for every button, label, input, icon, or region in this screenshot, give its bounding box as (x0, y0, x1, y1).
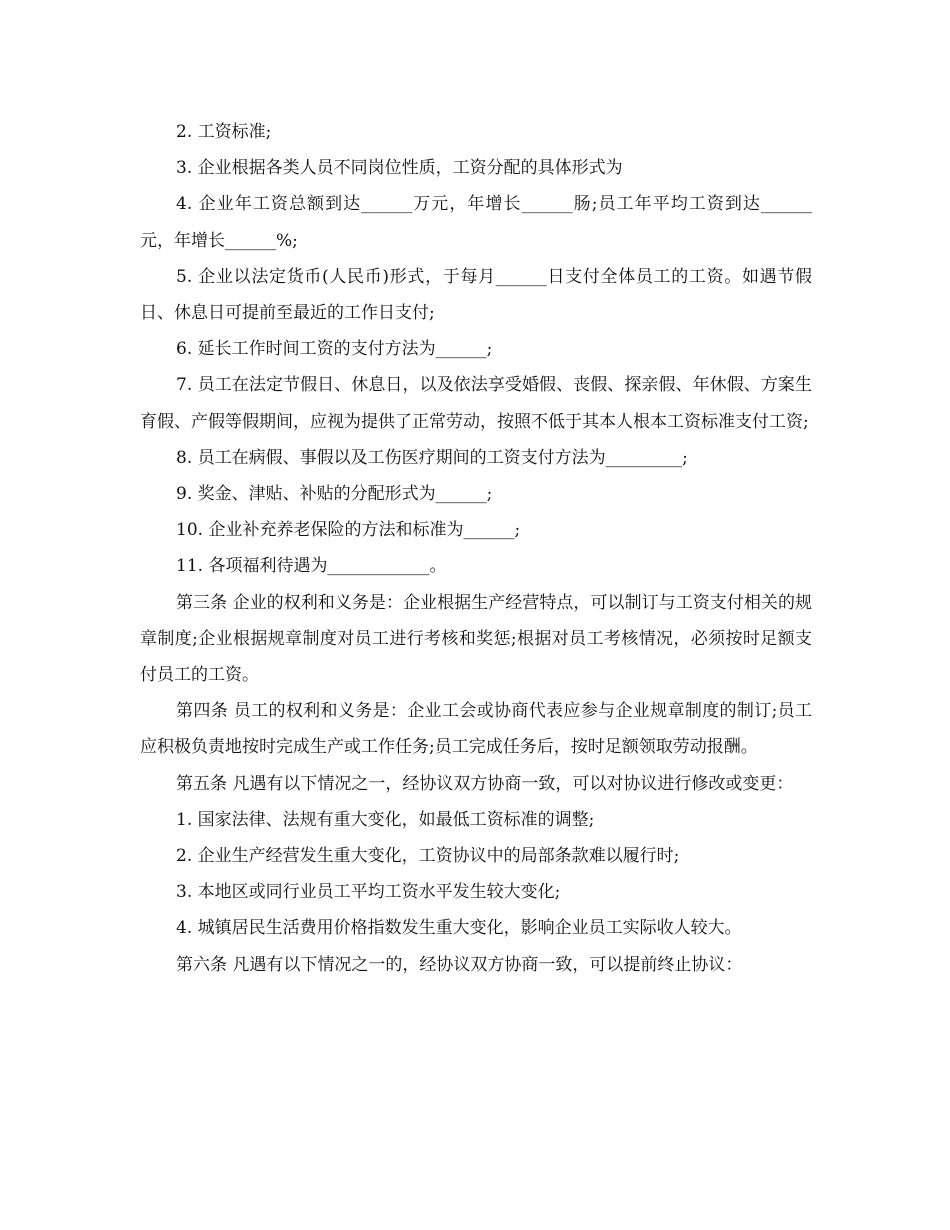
article-five-item-3: 3. 本地区或同行业员工平均工资水平发生较大变化; (176, 882, 561, 903)
clause-wage-total: 4. 企业年工资总额到达______万元，年增长______肠;员工年平均工资到达______元，年增长______%; (140, 194, 812, 251)
article-six: 第六条 凡遇有以下情况之一的，经协议双方协商一致，可以提前终止协议： (176, 954, 743, 975)
clause-holiday-pay: 7. 员工在法定节假日、休息日，以及依法享受婚假、丧假、探亲假、年休假、方案生育假、产假等假期间，应视为提供了正常劳动，按照不低于其本人根本工资标准支付工资; (140, 375, 812, 432)
clause-wage-form: 3. 企业根据各类人员不同岗位性质，工资分配的具体形式为 (176, 158, 623, 179)
article-three: 第三条 企业的权利和义务是：企业根据生产经营特点，可以制订与工资支付相关的规章制度;企业根据规章制度对员工进行考核和奖惩;根据对员工考核情况，必须按时足额支付员工的工资。 (140, 592, 812, 686)
article-five-item-4: 4. 城镇居民生活费用价格指数发生重大变化，影响企业员工实际收人较大。 (176, 918, 742, 939)
clause-welfare: 11. 各项福利待遇为____________。 (176, 556, 447, 577)
clause-wage-standard: 2. 工资标准; (176, 122, 272, 142)
article-five-item-1: 1. 国家法律、法规有重大变化，如最低工资标准的调整; (176, 809, 595, 830)
article-five-item-2: 2. 企业生产经营发生重大变化，工资协议中的局部条款难以履行时; (176, 846, 680, 867)
document-body (140, 114, 812, 983)
article-four: 第四条 员工的权利和义务是：企业工会或协商代表应参与企业规章制度的制订;员工应积极负责地按时完成生产或工作任务;员工完成任务后，按时足额领取劳动报酬。 (140, 701, 812, 758)
clause-sick-leave-pay: 8. 员工在病假、事假以及工伤医疗期间的工资支付方法为_________; (176, 447, 688, 468)
clause-overtime-pay: 6. 延长工作时间工资的支付方法为______; (176, 339, 493, 360)
clause-pension: 10. 企业补充养老保险的方法和标准为______; (176, 520, 521, 541)
clause-payment-date: 5. 企业以法定货币(人民币)形式，于每月______日支付全体员工的工资。如遇节假日、休息日可提前至最近的工作日支付; (140, 266, 812, 324)
clause-bonus: 9. 奖金、津贴、补贴的分配形式为______; (176, 484, 493, 505)
article-five: 第五条 凡遇有以下情况之一，经协议双方协商一致，可以对协议进行修改或变更： (176, 773, 794, 794)
